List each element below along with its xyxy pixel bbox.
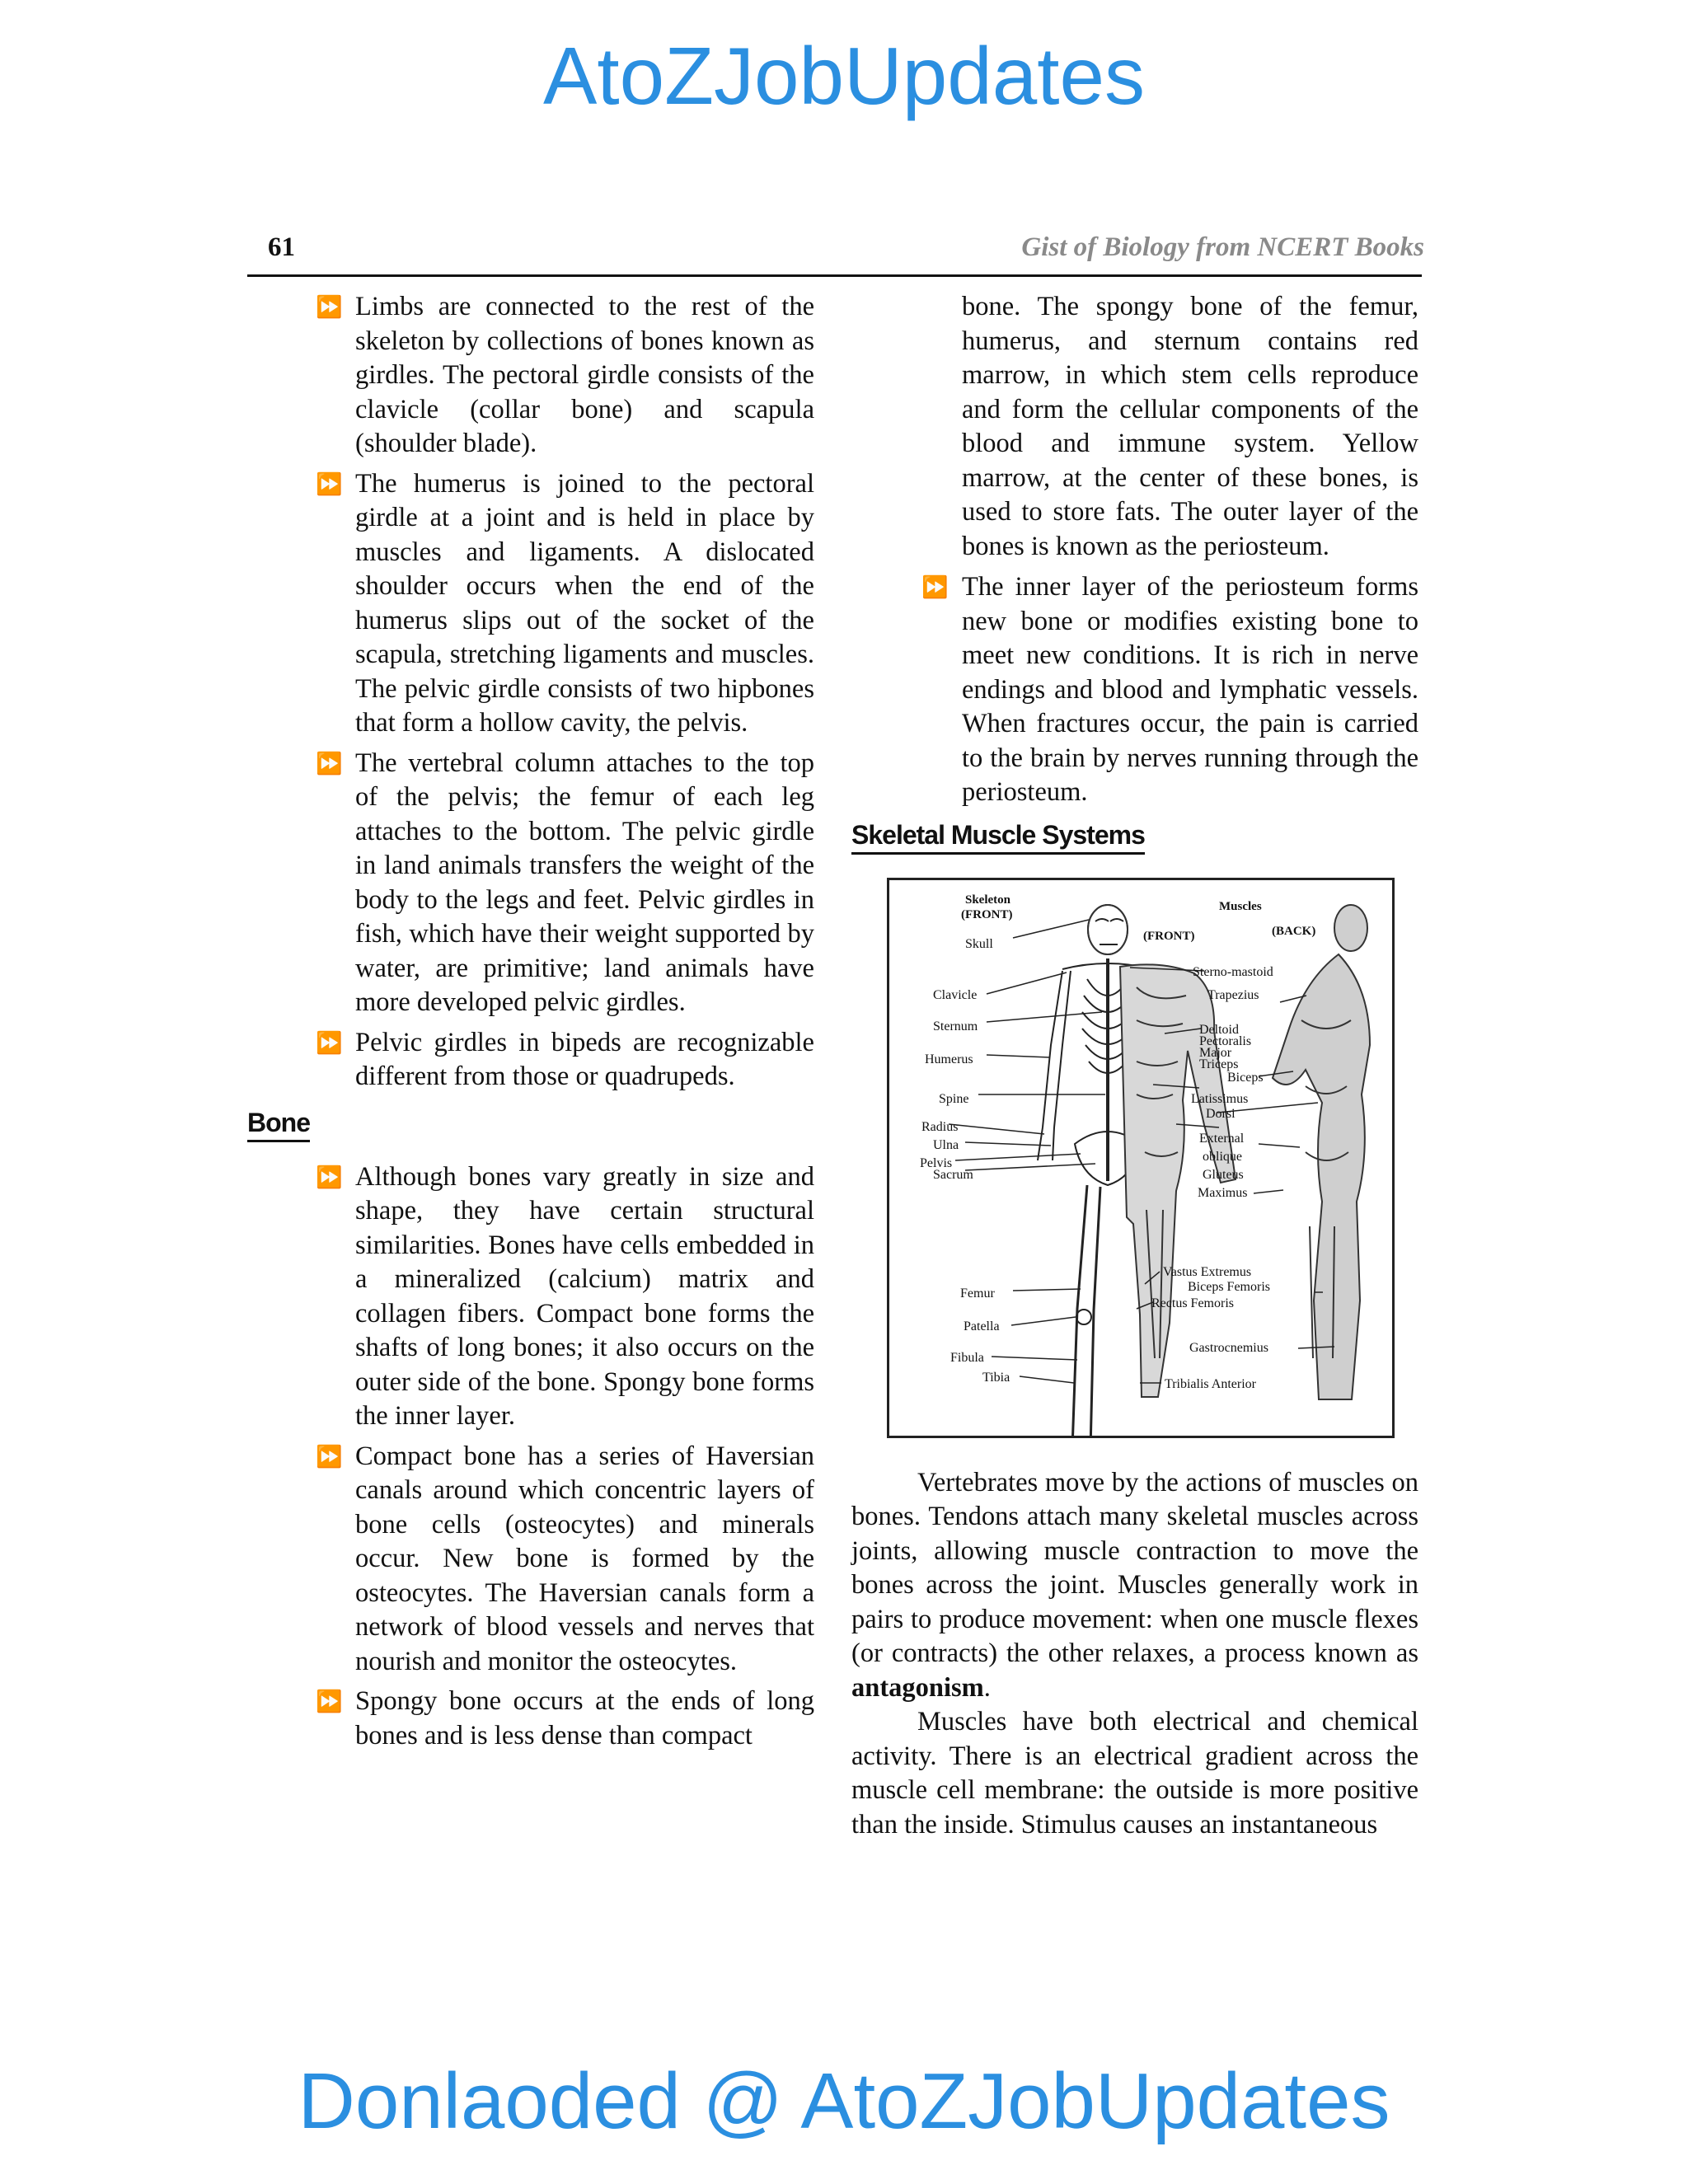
label-tribialis-anterior: Tribialis Anterior — [1165, 1376, 1256, 1391]
skeleton-muscle-figure — [887, 878, 1395, 1438]
header-rule — [247, 274, 1422, 277]
label-sterno-mastoid: Sterno-mastoid — [1193, 964, 1273, 979]
section-heading-bone: Bone — [247, 1107, 310, 1142]
label-clavicle: Clavicle — [933, 987, 978, 1002]
continued-paragraph: bone. The spongy bone of the femur, humerus, and sternum contains red marrow, in which stem cells reproduce and form the cellular components of the blood and immune system. Yellow marrow, at the center of these bones, is used to store fats. The outer layer of the bones is known as the periosteum. — [962, 292, 1418, 561]
list-item: ⏩ Limbs are connected to the rest of the skeleton by collections of bones known as girdles. The pectoral girdle consists of the clavicle (collar bone) and scapula (shoulder blade). — [316, 292, 814, 458]
left-column — [247, 290, 814, 1759]
muscles-back-drawing — [1273, 905, 1370, 1399]
double-arrow-bullet-icon: ⏩ — [316, 751, 343, 776]
list-item: ⏩ Spongy bone occurs at the ends of long bones and is less dense than compact — [316, 1686, 814, 1750]
label-tibia: Tibia — [982, 1370, 1010, 1385]
anatomy-diagram — [889, 880, 1392, 1436]
paragraph-electrical-activity: Muscles have both electrical and chemical activity. There is an electrical gradient across the muscle cell membrane: the outside is more positive than the inside. Stimulus causes an instantaneous — [851, 1707, 1418, 1840]
list-item: ⏩ Pelvic girdles in bipeds are recognizable different from those or quadrupeds. — [316, 1027, 814, 1091]
label-ulna: Ulna — [933, 1137, 959, 1152]
label-gluteus: Gluteus — [1203, 1167, 1244, 1182]
label-humerus: Humerus — [925, 1052, 973, 1066]
label-skeleton: Skeleton — [965, 893, 1011, 907]
label-oblique: oblique — [1203, 1149, 1242, 1164]
double-arrow-bullet-icon: ⏩ — [316, 1690, 343, 1713]
watermark-bottom: Donlaoded @ AtoZJobUpdates — [298, 2057, 1390, 2145]
label-patella: Patella — [964, 1319, 1000, 1333]
double-arrow-bullet-icon: ⏩ — [316, 1165, 343, 1189]
label-pelvis: Pelvis — [920, 1155, 953, 1170]
label-rectus-femoris: Rectus Femoris — [1151, 1296, 1234, 1310]
label-femur: Femur — [960, 1286, 995, 1301]
list-item: ⏩ The humerus is joined to the pectoral girdle at a joint and is held in place by muscles and ligaments. A dislocated shoulder occurs when the end of the humerus slips out of the socket of the scapula, stretching ligaments and muscles. The pelvic girdle consists of two hipbones that form a hollow cavity, the pelvis. — [316, 468, 814, 738]
label-muscles-front: (FRONT) — [1143, 929, 1195, 943]
label-triceps: Triceps — [1199, 1057, 1239, 1071]
watermark-top: AtoZJobUpdates — [543, 30, 1145, 121]
label-major: Major — [1199, 1045, 1232, 1060]
double-arrow-bullet-icon: ⏩ — [316, 471, 343, 496]
label-sternum: Sternum — [933, 1019, 978, 1033]
label-gastrocnemius: Gastrocnemius — [1189, 1340, 1268, 1355]
list-item: ⏩ The inner layer of the periosteum forms new bone or modifies existing bone to meet new conditions. It is rich in nerve endings and blood and lymphatic vessels. When fractures occur, the pain is carried to the brain by nerves running through the periosteum. — [921, 572, 1418, 807]
page-number: 61 — [268, 232, 295, 262]
double-arrow-bullet-icon: ⏩ — [316, 1444, 343, 1469]
label-trapezius: Trapezius — [1207, 987, 1259, 1002]
label-spine: Spine — [939, 1091, 969, 1106]
label-vastus-extremus: Vastus Extremus — [1163, 1264, 1252, 1279]
label-radius: Radius — [921, 1119, 959, 1134]
label-muscles-back: (BACK) — [1272, 924, 1316, 938]
label-biceps-femoris: Biceps Femoris — [1188, 1279, 1270, 1294]
list-item: ⏩ The vertebral column attaches to the top of the pelvis; the femur of each leg attaches to the bottom. The pelvic girdle in land animals transfers the weight of the body to the legs and feet. Pelvic girdles in fish, which have their weight supported by water, are primitive; land animals have more developed pelvic girdles. — [316, 748, 814, 1017]
label-sacrum: Sacrum — [933, 1167, 973, 1182]
bold-term-antagonism: antagonism — [851, 1672, 984, 1703]
label-muscles: Muscles — [1219, 899, 1262, 913]
list-item: ⏩ Compact bone has a series of Haversian canals around which concentric layers of bone cells (osteocytes) and minerals occur. New bone is formed by the osteocytes. The Haversian canals form a network of blood vessels and nerves that nourish and monitor the osteocytes. — [316, 1441, 814, 1676]
paragraph-antagonism: Vertebrates move by the actions of muscles on bones. Tendons attach many skeletal muscles across joints, allowing muscle contraction to move the bones across the joint. Muscles generally work in pairs to produce movement: when one muscle flexes (or contracts) the other relaxes, a process known as antagonism. — [851, 1467, 1418, 1703]
label-skeleton-front: (FRONT) — [961, 907, 1013, 921]
label-maximus: Maximus — [1198, 1185, 1248, 1200]
double-arrow-bullet-icon: ⏩ — [921, 575, 949, 599]
label-external: External — [1199, 1131, 1245, 1146]
list-item: ⏩ Although bones vary greatly in size and shape, they have certain structural similarities. Bones have cells embedded in a mineralized (calcium) matrix and collagen fibers. Compact bone forms the shafts of long bones; it also occurs on the outer side of the bone. Spongy bone forms the inner layer. — [316, 1161, 814, 1431]
label-biceps: Biceps — [1227, 1070, 1264, 1085]
label-latissimus: Latissimus — [1191, 1091, 1249, 1106]
label-deltoid: Deltoid — [1199, 1022, 1239, 1037]
label-fibula: Fibula — [950, 1350, 984, 1365]
label-skull: Skull — [965, 936, 993, 951]
running-title: Gist of Biology from NCERT Books — [1021, 232, 1424, 262]
double-arrow-bullet-icon: ⏩ — [316, 1030, 343, 1055]
right-column — [851, 290, 1418, 1842]
double-arrow-bullet-icon: ⏩ — [316, 295, 343, 319]
label-pectoralis: Pectoralis — [1199, 1033, 1252, 1048]
section-heading-skeletal-muscle-systems: Skeletal Muscle Systems — [851, 819, 1145, 855]
label-dorsi: Dorsi — [1206, 1106, 1236, 1121]
